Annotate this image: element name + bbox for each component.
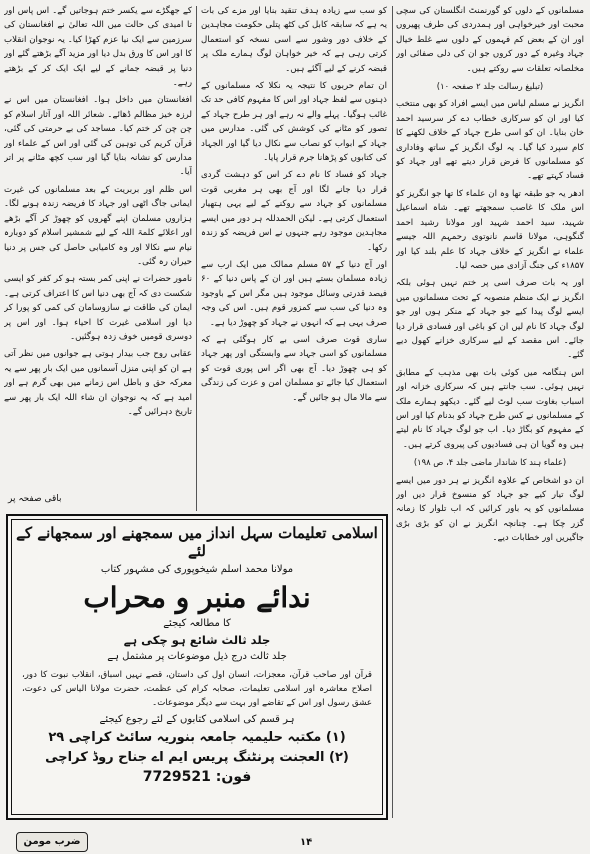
article-column-right bbox=[396, 4, 584, 819]
paragraph: کو سب سے زیادہ ہدف تنقید بنایا اور مزے کی بات یہ ہے کہ سابقہ کابل کی کٹھ پتلی حکومت مجاہدین کے خلاف دور وشور سے اسی نسخہ کو استعمال کرتی رہی ہے کہ خیر خواہان لوگ ہمارے ملک پر قبضہ کرنے کے لیے آگئے ہیں۔ bbox=[201, 6, 387, 74]
citation: (تبلیغ رسالت جلد ۲ صفحہ ۱۰) bbox=[436, 81, 544, 92]
ad-book-title: ندائے منبر و محراب bbox=[83, 581, 311, 614]
paragraph: ان تمام حربوں کا نتیجہ یہ نکلا کہ مسلمانوں کے ذہنوں سے لفظ جہاد اور اس کا مفہوم کافی حد تک غائب ہوگیا۔ پہلے والے نہ رہے اور ہر طرح جہاد کے تصور کو مٹانے کی کوشش کی گئی۔ مدارس میں جہاد کے ابواب کو نصاب سے نکال دیا گیا اور الجہاد کی کتابوں کو پڑھانا جرم قرار پایا۔ bbox=[201, 81, 387, 164]
paragraph: عقابی روح جب بیدار ہوتی ہے جوانوں میں نظر آتی ہے ان کو اپنی منزل آسمانوں میں ایک بار پھر سے یہ معرکہ حق و باطل اس زمانے میں بھی گرم ہے اور امید ہے کہ یہ نوجوان ان شاء اللہ ایک بار پھر سے تاریخ دہرائیں گے۔ bbox=[4, 349, 192, 417]
paragraph: افغانستان میں داخل ہوا۔ افغانستان میں اس نے لرزہ خیز مظالم ڈھائے۔ شعائر اللہ اور آثار اسلام کو چن چن کر ختم کیا۔ مساجد کی بے حرمتی کی گئی، قرآن کریم کی توہین کی گئی اور اس کے علماء اور مدارس کو نشانہ بنایا گیا اور سب کچھ مٹانے پر اتر آیا۔ bbox=[4, 95, 192, 178]
article-column-left bbox=[4, 4, 192, 504]
paragraph: ادھر یہ جو طبقہ تھا وہ ان علماء کا تھا جو انگریز کو اس ملک کا غاصب سمجھتے تھے۔ شاہ اسماعیل شہید، سید احمد شہید اور مولانا رشید احمد گنگوہی، مولانا قاسم نانوتوی رحمہم اللہ جیسے علماء نے انگریز کے خلاف جہاد کا علم بلند کیا اور ۱۸۵۷ء کی جنگ آزادی میں حصہ لیا۔ bbox=[396, 188, 584, 271]
ad-phone-label: فون: bbox=[215, 769, 252, 785]
ad-study-line: کا مطالعہ کیجئے bbox=[163, 618, 231, 629]
continued-note: باقی صفحہ پر bbox=[8, 494, 62, 504]
ad-phone-number: 7729521 bbox=[142, 769, 211, 785]
ad-author-line: مولانا محمد اسلم شیخوپوری کی مشہور کتاب bbox=[100, 564, 294, 575]
paragraph: اس ہنگامہ میں کوئی بات بھی مذہب کے مطابق نہیں ہوئی۔ سب جانتے ہیں کہ سرکاری خزانہ اور اسباب بغاوت سب لوٹ لیے گئے۔ دیکھو ہمارے ملک کے مسلمانوں نے کس طرح جہاد کو بدنام کیا اور اس کے مفہوم کو بگاڑ دیا۔ اب جو لوگ جہاد کا نام لیتے ہیں وہ گویا ان ہی فسادیوں کی پیروی کرتے ہیں۔ bbox=[396, 367, 584, 450]
ad-topics-line: جلد ثالث درج ذیل موضوعات پر مشتمل ہے bbox=[107, 651, 287, 662]
ad-heading: اسلامی تعلیمات سہل انداز میں سمجھنے اور سمجھانے کے لئے bbox=[16, 524, 378, 560]
column-divider bbox=[196, 6, 197, 511]
paragraph: انگریز نے مسلم لباس میں ایسے افراد کو بھی منتخب کیا اور ان کو سرکاری خطاب دے کر سرسید احمد خان بنایا۔ ان کو اسی طرح جہاد کے خلاف لکھنے کا کام سپرد کیا گیا۔ یہ لوگ انگریز کے ساتھ وفاداری کو مسلمانوں کا فرض قرار دیتے تھے اور جہاد کو فساد کہتے تھے۔ bbox=[396, 99, 584, 182]
ad-topics: قرآن اور صاحب قرآن، معجزات، انسان اول کی داستان، قصے نہیں اسباق، انقلاب نبوت کا دور، اصلاح معاشرہ اور اسلامی تعلیمات، صحابہ کرام کی عظمت، حضرت مولانا الیاس کی دعوت، عشق رسول اور اس کے تقاضے اور بہت سے دیگر موضوعات۔ bbox=[22, 670, 372, 708]
newspaper-logo-text: ضرب مومن bbox=[23, 836, 81, 847]
paragraph: اس ظلم اور بربریت کے بعد مسلمانوں کی غیرت ایمانی جاگ اٹھی اور جہاد کا فریضہ زندہ ہونے لگا۔ ہزاروں مسلمان اپنے گھروں کو چھوڑ کر آگے بڑھے اور اعلائے کلمۃ اللہ کے لیے شمشیر اسلام کو دوبارہ نیام سے نکالا اور وہ کامیابی حاصل کی جس پر دنیا حیران رہ گئی۔ bbox=[4, 184, 192, 267]
paragraph: اور یہ بات صرف اسی پر ختم نہیں ہوئی بلکہ انگریز نے ایک منظم منصوبہ کے تحت مسلمانوں میں ایسے لوگ پیدا کیے جو جہاد کے منکر ہوں اور جو لوگ جہاد کا نام لیں ان کو باغی اور فسادی قرار دیا جائے۔ اس مقصد کے لیے سرکاری خزانے کھول دیے گئے۔ bbox=[396, 278, 584, 361]
paragraph: اور آج دنیا کے ۵۷ مسلم ممالک میں ایک ارب سے زیادہ مسلمان بستے ہیں اور ان کے پاس دنیا کے ۶۰ فیصد قدرتی وسائل موجود ہیں مگر اس کے باوجود وہ دنیا کی سب سے کمزور قوم ہیں۔ اس کی وجہ صرف یہی ہے کہ انہوں نے جہاد کو چھوڑ دیا ہے۔ bbox=[201, 259, 387, 328]
book-advertisement bbox=[6, 514, 388, 820]
article-column-middle bbox=[201, 4, 387, 509]
paragraph: نامور حضرات نے اپنی کمر بستہ ہو کر کفر کو ایسی شکست دی کہ آج بھی دنیا اس کا اعتراف کرتی ہے۔ ایمان کی طاقت نے سازوسامان کی کمی کو پورا کر دیا اور اسلامی غیرت کا احیاء ہوا۔ اور اس پر دوسری قومیں خوف زدہ ہوگئیں۔ bbox=[4, 274, 192, 342]
ad-availability: ہر قسم کی اسلامی کتابوں کے لئے رجوع کیجئے bbox=[99, 714, 295, 725]
newspaper-logo bbox=[16, 832, 88, 852]
ad-inner-border bbox=[11, 519, 383, 815]
citation: (علماء ہند کا شاندار ماضی جلد ۴، ص ۱۹۸) bbox=[413, 457, 567, 468]
paragraph: مسلمانوں کے دلوں کو گورنمنٹ انگلستان کی سچی محبت اور خیرخواہی اور ہمدردی کی طرف پھیروں اور ان کے بعض کم فہموں کے دلوں سے غلط خیال جہاد وغیرہ کے دور کروں جو ان کی دلی صفائی اور مخلصانہ تعلقات سے روکتے ہیں۔ bbox=[396, 6, 584, 74]
page-footer bbox=[0, 822, 590, 854]
page-number: ۱۴ bbox=[300, 837, 313, 848]
paragraph: جہاد کو فساد کا نام دے کر اس کو دہشت گردی قرار دیا جانے لگا اور آج بھی ہر مغربی قوت مسلمانوں کو جہاد سے روکنے کے لیے یہی ہتھیار استعمال کرتی ہے۔ لیکن الحمدللہ ہر دور میں ایسے مجاہدین موجود رہے جنہوں نے اس فریضہ کو زندہ رکھا۔ bbox=[201, 170, 387, 253]
paragraph: ساری قوت صرف اسی بے کار ہوگئی ہے کہ مسلمانوں کو اسی جہاد سے وابستگی اور پھر جہاد کو ہی چھوڑ دیا۔ آج بھی اگر اس پوری قوت کو استعمال کیا جائے تو مسلمان امن و عزت کی زندگی سے مالا مال ہو جائیں گے۔ bbox=[201, 334, 387, 403]
paragraph: کے جھگڑے سے یکسر ختم ہوجاتیں گے۔ اس پاس اور تا امیدی کی حالت میں اللہ تعالیٰ نے افغانستان کی سرزمین سے ایک نیا عزم کھڑا کیا۔ یہ نوجوان انقلاب کا اور اس کا ورق بدل دیا اور مزید آگے بڑھتے گئے اور دنیا پر قبضہ جمانے کے لیے ایک ایک کر کے بڑھتے رہے۔ bbox=[4, 6, 192, 89]
ad-address-2: (۲) العجنت پرنٹنگ پریس ایم اے جناح روڈ کراچی bbox=[45, 750, 349, 765]
ad-address-1: (۱) مکتبہ حلیمیہ جامعہ بنوریہ سائٹ کراچی ۲۹ bbox=[48, 730, 346, 745]
column-divider bbox=[392, 6, 393, 818]
ad-volume-line: جلد ثالث شائع ہو چکی ہے bbox=[123, 633, 271, 647]
paragraph: ان دو اشخاص کے علاوہ انگریز نے ہر دور میں ایسے لوگ تیار کیے جو جہاد کو منسوخ قرار دیں اور مسلمانوں کو یہ باور کرائیں کہ اب تلوار کا زمانہ گزر چکا ہے۔ چنانچہ انگریز نے ان کو بڑی بڑی جاگیریں اور خطابات دیے۔ bbox=[396, 475, 584, 544]
